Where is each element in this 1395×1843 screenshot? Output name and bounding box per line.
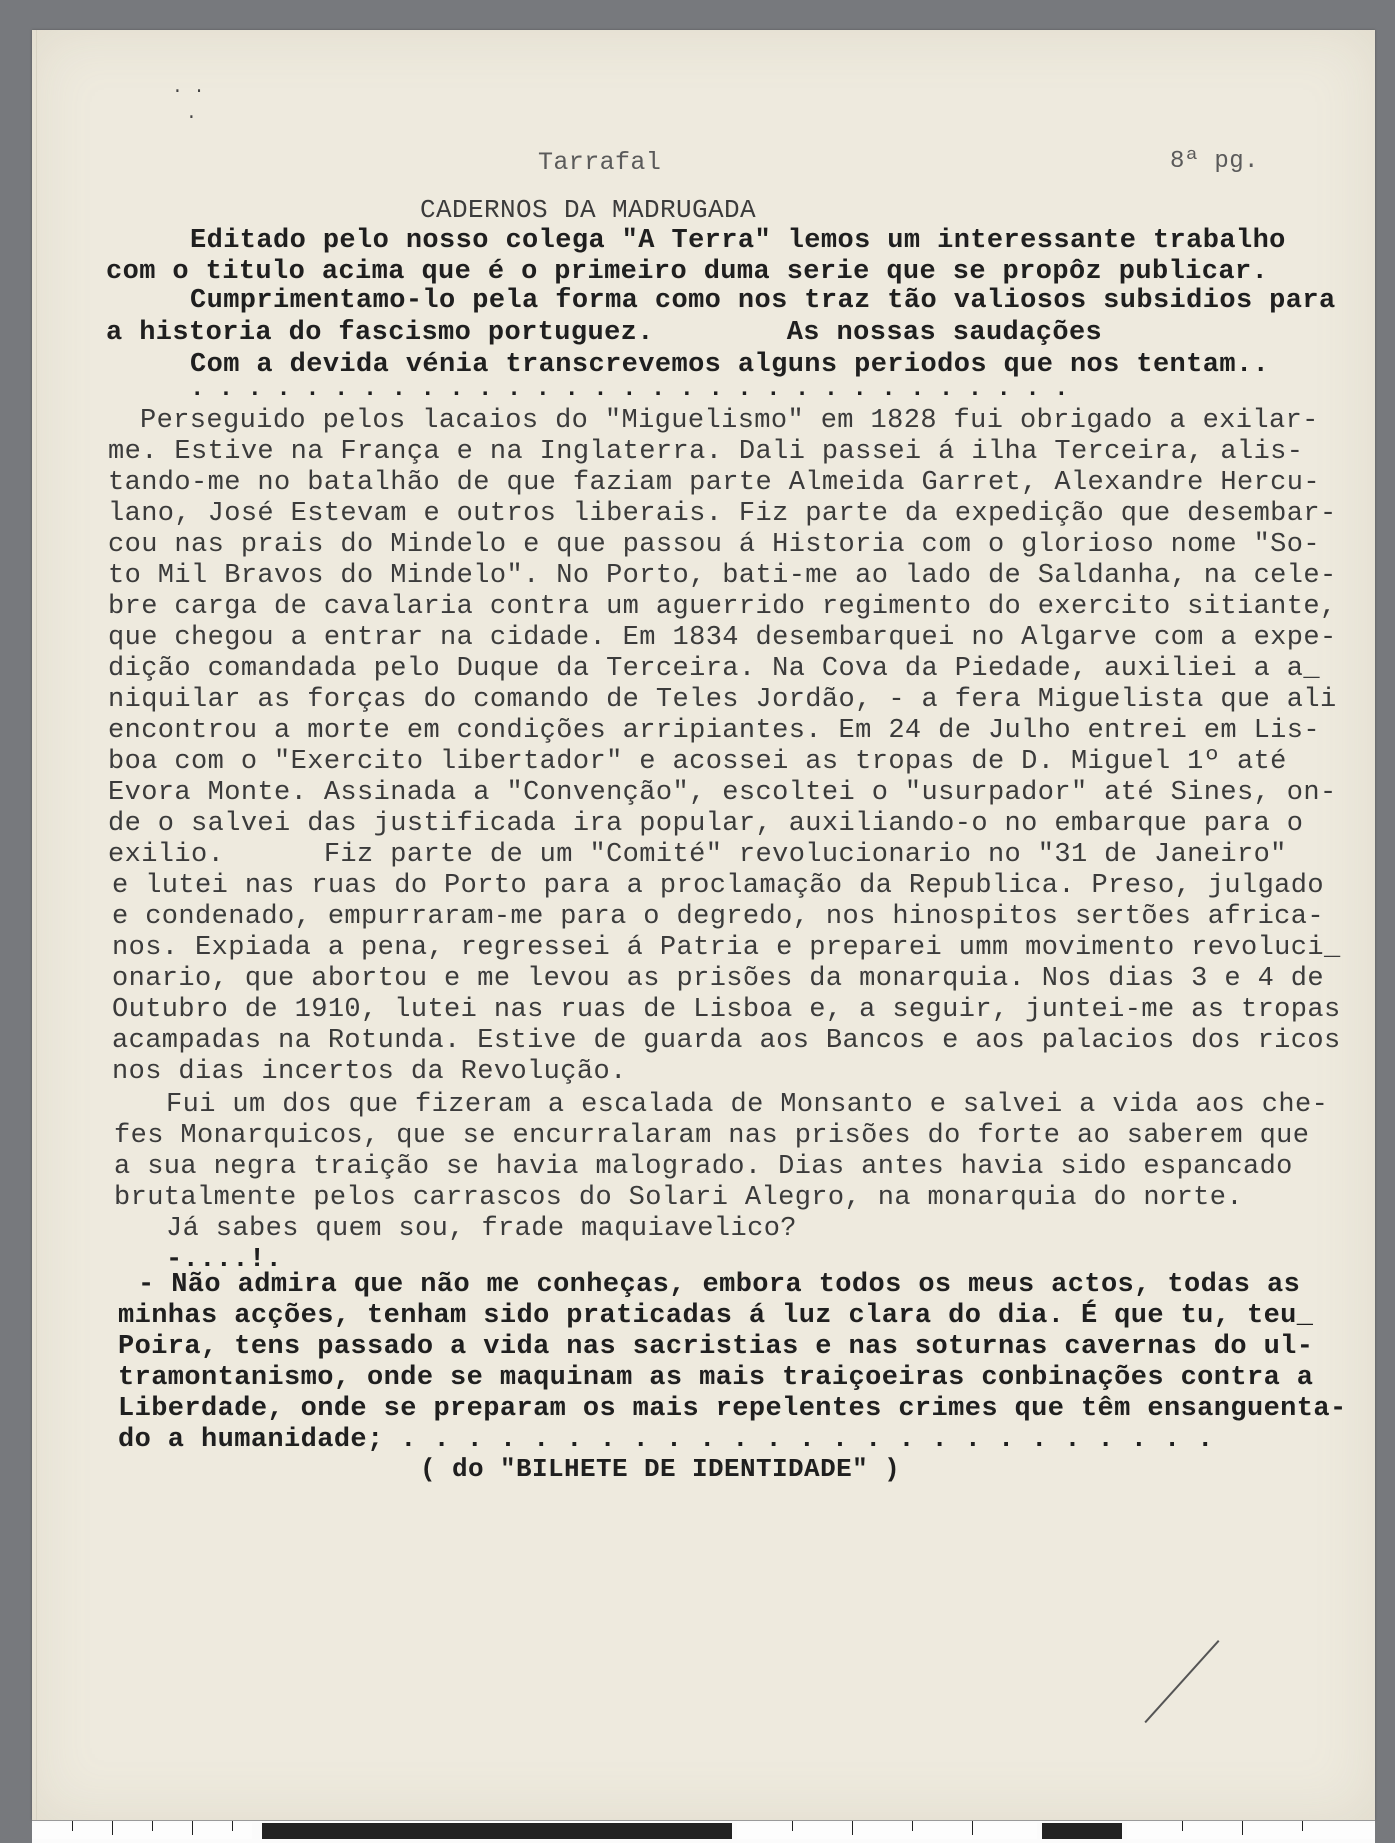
intro-line: Cumprimentamo-lo pela forma como nos traz tão valiosos subsidios para <box>190 286 1336 316</box>
body-line: exilio. Fiz parte de um "Comité" revolucionario no "31 de Janeiro" <box>108 840 1287 870</box>
body-line: de o salvei das justificada ira popular, auxiliando-o no embarque para o <box>108 809 1304 839</box>
body-line: acampadas na Rotunda. Estive de guarda aos Bancos e aos palacios dos ricos <box>112 1026 1341 1056</box>
body-line: a sua negra traição se havia malogrado. Dias antes havia sido espancado <box>114 1152 1293 1182</box>
intro-line: a historia do fascismo portuguez. As nossas saudações <box>106 318 1103 348</box>
reply-line: tramontanismo, onde se maquinam as mais traiçoeiras conbinações contra a <box>118 1363 1314 1393</box>
page-reference: 8ª pg. <box>1170 148 1259 175</box>
reply-line: - Não admira que não me conheças, embora todos os meus actos, todas as <box>138 1270 1301 1300</box>
body-line: que chegou a entrar na cidade. Em 1834 desembarquei no Algarve com a expe- <box>108 623 1337 653</box>
intro-line: com o titulo acima que é o primeiro duma serie que se propôz publicar. <box>106 257 1269 287</box>
body-line: niquilar as forças do comando de Teles Jordão, - a fera Miguelista que ali <box>108 685 1337 715</box>
body-line: me. Estive na França e na Inglaterra. Dali passei á ilha Terceira, alis- <box>108 437 1304 467</box>
ruler-segment-black <box>262 1823 732 1839</box>
reply-line: Liberdade, onde se preparam os mais repelentes crimes que têm ensanguenta- <box>118 1394 1347 1424</box>
intro-line: Editado pelo nosso colega "A Terra" lemos um interessante trabalho <box>190 226 1286 256</box>
article-title: CADERNOS DA MADRUGADA <box>420 195 757 225</box>
body-line: e lutei nas ruas do Porto para a proclamação da Republica. Preso, julgado <box>112 871 1324 901</box>
body-line: fes Monarquicos, que se encurralaram nas prisões do forte ao saberem que <box>114 1121 1310 1151</box>
ruler-tick <box>972 1821 973 1835</box>
body-line: encontrou a morte em condições arripiantes. Em 24 de Julho entrei em Lis- <box>108 716 1320 746</box>
body-line: nos dias incertos da Revolução. <box>112 1057 627 1087</box>
place-heading: Tarrafal <box>538 148 662 177</box>
ruler-segment-white <box>32 1823 252 1839</box>
ruler-tick <box>192 1821 193 1835</box>
body-line: to Mil Bravos do Mindelo". No Porto, bati-me ao lado de Saldanha, na cele- <box>108 561 1337 591</box>
body-line: Perseguido pelos lacaios do "Miguelismo" em 1828 fui obrigado a exilar- <box>140 406 1319 436</box>
body-line: onario, que abortou e me levou as prisões da monarquia. Nos dias 3 e 4 de <box>112 964 1324 994</box>
body-line: boa com o "Exercito libertador" e acossei as tropas de D. Miguel 1º até <box>108 747 1287 777</box>
ruler-tick <box>852 1821 853 1835</box>
ruler-tick <box>72 1821 73 1831</box>
body-line: Já sabes quem sou, frade maquiavelico? <box>166 1214 797 1244</box>
body-line: bre carga de cavalaria contra um aguerrido regimento do exercito sitiante, <box>108 592 1337 622</box>
speck-marks: · · <box>172 82 205 102</box>
body-line: tando-me no batalhão de que faziam parte Almeida Garret, Alexandre Hercu- <box>108 468 1320 498</box>
reply-line: minhas acções, tenham sido praticadas á luz clara do dia. É que tu, teu_ <box>118 1301 1314 1331</box>
body-line: lano, José Estevam e outros liberais. Fiz parte da expedição que desembar- <box>108 499 1337 529</box>
body-line: nos. Expiada a pena, regressei á Patria e preparei umm movimento revoluci_ <box>112 933 1341 963</box>
intro-line: Com a devida vénia transcrevemos alguns periodos que nos tentam.. <box>190 350 1270 380</box>
source-citation: ( do "BILHETE DE IDENTIDADE" ) <box>420 1454 901 1484</box>
body-line: -....!. <box>166 1245 283 1275</box>
body-line: Fui um dos que fizeram a escalada de Monsanto e salvei a vida aos che- <box>166 1090 1329 1120</box>
reply-line: do a humanidade; . . . . . . . . . . . . . . . . . . . . . . . . . <box>118 1425 1214 1455</box>
paper-edge <box>36 30 37 1820</box>
scan-ruler <box>32 1820 1375 1843</box>
ruler-tick <box>1302 1821 1303 1831</box>
ruler-segment-black <box>1042 1823 1122 1839</box>
ruler-tick <box>152 1821 153 1831</box>
ruler-tick <box>1242 1821 1243 1835</box>
body-line: cou nas prais do Mindelo e que passou á Historia com o glorioso nome "So- <box>108 530 1320 560</box>
body-line: dição comandada pelo Duque da Terceira. Na Cova da Piedade, auxiliei a a_ <box>108 654 1320 684</box>
ruler-segment-white <box>1127 1823 1375 1839</box>
reply-line: Poira, tens passado a vida nas sacristias e nas soturnas cavernas do ul- <box>118 1332 1314 1362</box>
ruler-tick <box>1182 1821 1183 1831</box>
body-line: Outubro de 1910, lutei nas ruas de Lisboa e, a seguir, juntei-me as tropas <box>112 995 1341 1025</box>
body-line: e condenado, empurraram-me para o degredo, nos hinospitos sertões africa- <box>112 902 1324 932</box>
ruler-tick <box>912 1821 913 1831</box>
ruler-segment-white <box>737 1823 1037 1839</box>
speck-marks: · <box>186 108 197 128</box>
ruler-tick <box>232 1821 233 1831</box>
body-line: Evora Monte. Assinada a "Convenção", escoltei o "usurpador" até Sines, on- <box>108 778 1337 808</box>
body-line: brutalmente pelos carrascos do Solari Alegro, na monarquia do norte. <box>114 1183 1243 1213</box>
ruler-tick <box>792 1821 793 1831</box>
ruler-tick <box>112 1821 113 1835</box>
separator-dots: . . . . . . . . . . . . . . . . . . . . . . . . . . . . . . . <box>190 376 1069 403</box>
